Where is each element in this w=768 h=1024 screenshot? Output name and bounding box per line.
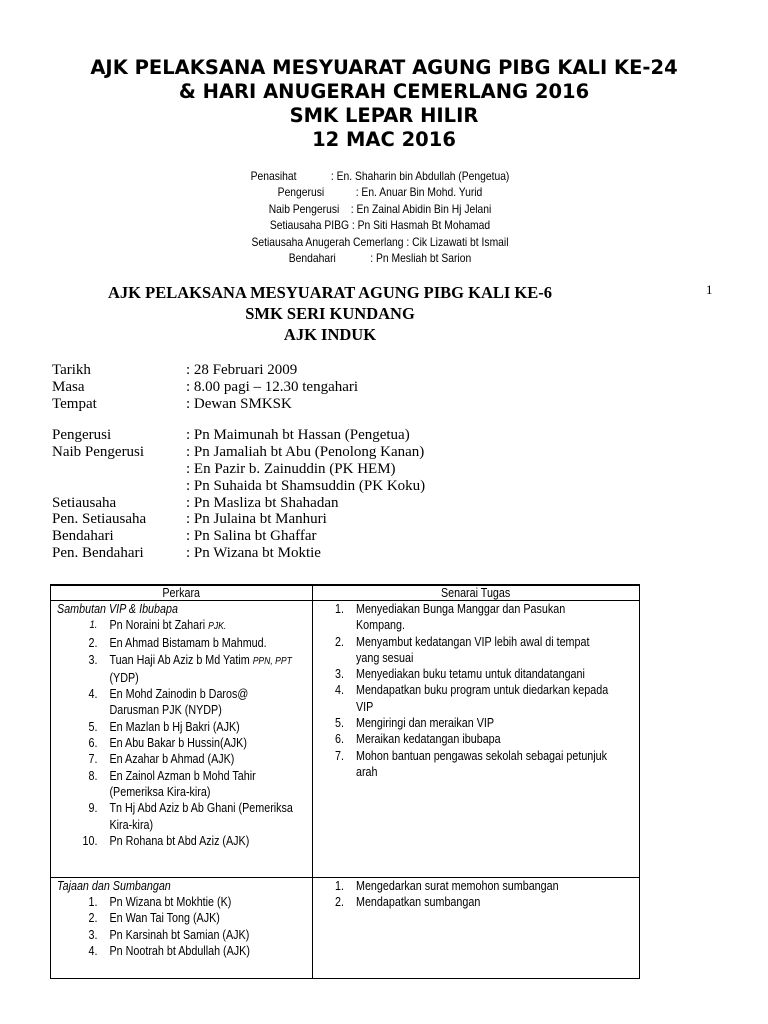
item-number	[51, 702, 109, 718]
item-number: 9.	[88, 801, 98, 816]
task-text: Menyediakan buku tetamu untuk ditandatangani	[356, 667, 585, 682]
task-text: arah	[356, 764, 378, 779]
info-label: Tarikh	[52, 362, 91, 378]
member-name	[109, 635, 266, 651]
member-name	[109, 943, 249, 959]
member-item	[51, 800, 311, 816]
title-line: AJK PELAKSANA MESYUARAT AGUNG PIBG KALI KE-24	[90, 56, 678, 79]
member-name	[109, 670, 138, 686]
member-item	[51, 719, 311, 735]
item-number: 8.	[88, 768, 98, 783]
item-number: 6.	[88, 736, 98, 751]
info-label: Pengerusi	[52, 427, 112, 444]
table-row	[51, 601, 640, 878]
section-title-line: AJK PELAKSANA MESYUARAT AGUNG PIBG KALI KE-6	[107, 283, 553, 302]
column-header-perkara: Perkara	[51, 585, 313, 601]
info-value: : Pn Maimunah bt Hassan (Pengetua)	[186, 427, 410, 444]
task-item	[313, 894, 638, 910]
item-number: 3.	[88, 927, 98, 942]
item-number: 2.	[88, 636, 98, 651]
item-number: 2.	[334, 634, 344, 649]
task-text: yang sesuai	[356, 650, 414, 665]
senarai-tugas-cell	[313, 601, 640, 878]
info-label: Pen. Bendahari	[52, 544, 144, 561]
member-item	[51, 635, 311, 651]
page-number: 1	[706, 282, 713, 297]
task-item	[313, 699, 638, 715]
info-label: Setiausaha	[52, 494, 117, 511]
member-name	[109, 702, 221, 718]
info-value: : Pn Suhaida bt Shamsuddin (PK Koku)	[186, 477, 426, 494]
info-value: : Pn Wizana bt Moktie	[186, 544, 321, 561]
item-number: 5.	[334, 716, 344, 731]
info-value: : En Pazir b. Zainuddin (PK HEM)	[186, 460, 396, 477]
task-table	[50, 584, 640, 979]
member-text: Pn Wizana bt Mokhtie (K)	[109, 895, 232, 909]
member-item	[51, 768, 311, 784]
task-item	[313, 731, 638, 747]
member-text: Tn Hj Abd Aziz b Ab Ghani (Pemeriksa	[109, 801, 293, 816]
item-number	[313, 617, 356, 633]
member-name	[109, 817, 153, 833]
member-note: PJK.	[208, 621, 227, 632]
item-number: 5.	[88, 719, 98, 734]
task-text: VIP	[356, 699, 374, 714]
member-item	[51, 817, 311, 833]
committee-line: Bendahari : Pn Mesliah bt Sarion	[288, 251, 472, 266]
task-item	[313, 748, 638, 764]
member-item	[51, 943, 311, 959]
task-item	[313, 650, 638, 666]
item-number: 3.	[88, 652, 98, 667]
task-text: Mohon bantuan pengawas sekolah sebagai petunjuk	[356, 748, 608, 763]
title-line: & HARI ANUGERAH CEMERLANG 2016	[178, 80, 590, 103]
info-label: Tempat	[52, 395, 97, 412]
member-name	[109, 686, 248, 702]
item-number: 2.	[334, 895, 344, 910]
section-heading: Sambutan VIP & Ibubapa	[57, 602, 178, 616]
task-item	[313, 601, 638, 617]
member-item	[51, 670, 311, 686]
item-number: 1.	[334, 602, 344, 616]
info-label	[52, 478, 186, 495]
task-text: Mengiringi dan meraikan VIP	[356, 716, 495, 731]
item-number	[313, 699, 356, 715]
member-text: (Pemeriksa Kira-kira)	[109, 784, 211, 799]
info-row	[52, 362, 425, 379]
member-text: En Abu Bakar b Hussin(AJK)	[109, 736, 247, 751]
perkara-cell	[51, 878, 313, 979]
member-item	[51, 910, 311, 926]
title-line: 12 MAC 2016	[312, 128, 456, 151]
member-text: En Azahar b Ahmad (AJK)	[109, 752, 235, 767]
member-text: Pn Rohana bt Abd Aziz (AJK)	[109, 833, 250, 848]
perkara-cell	[51, 601, 313, 878]
info-row	[52, 545, 425, 562]
member-text: En Ahmad Bistamam b Mahmud.	[109, 636, 267, 651]
senarai-tugas-cell	[313, 878, 640, 979]
section-title-line: AJK INDUK	[283, 325, 377, 344]
member-name	[109, 652, 291, 670]
item-number	[51, 784, 109, 800]
item-number: 7.	[334, 748, 344, 763]
task-item	[313, 682, 638, 698]
member-text: Pn Nootrah bt Abdullah (AJK)	[109, 943, 250, 958]
member-name	[109, 894, 231, 910]
item-number: 10.	[82, 833, 98, 848]
task-item	[313, 715, 638, 731]
member-note: PPN, PPT	[252, 655, 292, 667]
section-title	[40, 282, 620, 345]
info-row	[52, 511, 425, 528]
info-row	[52, 379, 425, 396]
info-row	[52, 396, 425, 413]
document-title	[0, 56, 768, 152]
member-item	[51, 833, 311, 849]
task-text: Mengedarkan surat memohon sumbangan	[356, 879, 559, 893]
item-number: 4.	[88, 687, 98, 702]
info-value: : 28 Februari 2009	[186, 362, 298, 378]
item-number: 2.	[88, 911, 98, 926]
member-text: Darusman PJK (NYDP)	[109, 703, 222, 718]
item-number: 3.	[334, 667, 344, 682]
info-row	[52, 495, 425, 512]
table-row	[51, 878, 640, 979]
member-item	[51, 686, 311, 702]
member-name	[109, 784, 210, 800]
task-item	[313, 634, 638, 650]
column-header-senarai-tugas: Senarai Tugas	[313, 585, 640, 601]
task-item	[313, 878, 638, 894]
member-name	[109, 833, 249, 849]
item-number: 6.	[334, 732, 344, 747]
info-value: : 8.00 pagi – 12.30 tengahari	[186, 378, 359, 395]
info-label: Pen. Setiausaha	[52, 511, 147, 528]
member-name	[109, 910, 219, 926]
info-value: : Pn Masliza bt Shahadan	[186, 494, 339, 511]
info-value: : Pn Julaina bt Manhuri	[186, 511, 327, 528]
member-name	[109, 927, 249, 943]
member-name	[109, 719, 239, 735]
info-label	[52, 461, 186, 478]
member-text: Pn Noraini bt Zahari	[109, 618, 206, 632]
section-title-line: SMK SERI KUNDANG	[245, 304, 415, 323]
member-item	[51, 652, 311, 670]
info-row	[52, 528, 425, 545]
member-item	[51, 751, 311, 767]
info-value: : Pn Jamaliah bt Abu (Penolong Kanan)	[186, 444, 425, 461]
task-text: Menyambut kedatangan VIP lebih awal di tempat	[356, 634, 590, 649]
committee-line: Setiausaha PIBG : Pn Siti Hasmah Bt Mohamad	[269, 218, 491, 233]
info-value: : Dewan SMKSK	[186, 395, 292, 412]
member-name	[109, 735, 246, 751]
task-item	[313, 617, 638, 633]
task-text: Kompang.	[356, 618, 406, 633]
member-name	[109, 751, 234, 767]
section-heading: Tajaan dan Sumbangan	[57, 879, 171, 893]
committee-line: Pengerusi : En. Anuar Bin Mohd. Yurid	[277, 185, 483, 200]
task-text: Meraikan kedatangan ibubapa	[356, 732, 501, 747]
committee-list	[191, 168, 569, 266]
task-text: Menyediakan Bunga Manggar dan Pasukan	[356, 602, 566, 616]
member-item	[51, 735, 311, 751]
committee-line: Penasihat : En. Shaharin bin Abdullah (Pengetua)	[250, 169, 510, 183]
item-number	[313, 650, 356, 666]
item-number: 1.	[88, 895, 98, 909]
item-number	[313, 764, 356, 780]
member-item	[51, 617, 311, 635]
item-number: 7.	[88, 752, 98, 767]
committee-line: Naib Pengerusi : En Zainal Abidin Bin Hj Jelani	[268, 201, 492, 216]
item-number: 1.	[334, 879, 344, 893]
member-item	[51, 927, 311, 943]
item-number: 4.	[88, 943, 98, 958]
member-text: Pn Karsinah bt Samian (AJK)	[109, 927, 250, 942]
committee-line: Setiausaha Anugerah Cemerlang : Cik Lizawati bt Ismail	[251, 234, 509, 249]
item-number	[51, 817, 109, 833]
member-name	[109, 617, 226, 635]
item-number	[51, 670, 109, 686]
task-item	[313, 666, 638, 682]
title-line: SMK LEPAR HILIR	[289, 104, 479, 127]
info-row	[52, 478, 425, 495]
info-label: Naib Pengerusi	[52, 444, 145, 461]
task-text: Mendapatkan sumbangan	[356, 895, 481, 910]
member-text: En Zainol Azman b Mohd Tahir	[109, 768, 256, 783]
member-text: En Wan Tai Tong (AJK)	[109, 911, 220, 926]
info-value: : Pn Salina bt Ghaffar	[186, 528, 317, 545]
member-text: Kira-kira)	[109, 817, 154, 832]
member-text: En Mohd Zainodin b Daros@	[109, 687, 249, 702]
member-item	[51, 702, 311, 718]
member-text: Tuan Haji Ab Aziz b Md Yatim	[109, 652, 250, 667]
info-row	[52, 444, 425, 461]
item-number: 4.	[334, 683, 344, 698]
member-name	[109, 768, 255, 784]
member-item	[51, 784, 311, 800]
info-row	[52, 427, 425, 444]
member-text: En Mazlan b Hj Bakri (AJK)	[109, 719, 240, 734]
member-text: (YDP)	[109, 670, 139, 685]
task-item	[313, 764, 638, 780]
info-label: Masa	[52, 378, 85, 395]
member-item	[51, 894, 311, 910]
info-label: Bendahari	[52, 528, 114, 545]
task-text: Mendapatkan buku program untuk diedarkan kepada	[356, 683, 609, 698]
meeting-info	[52, 362, 425, 562]
item-number: 1.	[89, 619, 98, 631]
info-row	[52, 461, 425, 478]
member-name	[109, 800, 292, 816]
